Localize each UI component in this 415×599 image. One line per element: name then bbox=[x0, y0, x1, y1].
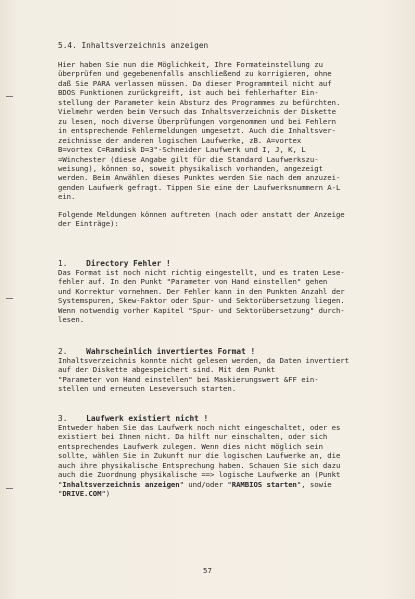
text-line: Wenn notwendig vorher Kapitel "Spur- und Sektorübersetzung" durch- bbox=[58, 305, 345, 315]
text-line: existiert bei Ihnen nicht. Da hilft nur einschalten, oder sich bbox=[58, 432, 328, 442]
text-line: auch ihre physikalische Entsprechung haben. Schauen Sie sich dazu bbox=[58, 460, 341, 470]
text-line: zu lesen, noch diverse Überprüfungen vorgenommen und bei Fehlern bbox=[58, 116, 336, 126]
section-title: Wahrscheinlich invertiertes Format ! bbox=[86, 347, 256, 356]
text-line: fehler auf. In den Punkt "Parameter von Hand einstellen" gehen bbox=[58, 277, 328, 287]
text-line: ein. bbox=[58, 192, 76, 202]
text-line: weisung), können so, soweit physikalisch vorhanden, angezeigt bbox=[58, 163, 323, 173]
text-line: in entsprechende Fehlermeldungen umgesetzt. Auch die Inhaltsver- bbox=[58, 126, 336, 136]
text-line: auch die Zuordnung physikalische ==> logische Laufwerke an (Punkt bbox=[58, 470, 341, 480]
text-line: Inhaltsverzeichnis konnte nicht gelesen werden, da Daten invertiert bbox=[58, 356, 349, 365]
text-line: Systemspuren, Skew-Faktor oder Spur- und Sektorübersetzung liegen. bbox=[58, 296, 345, 306]
margin-mark bbox=[6, 96, 13, 97]
text-line: sollte, wählen Sie in Zukunft nur die logischen Laufwerke an, die bbox=[58, 451, 341, 461]
text-line: überprüfen und gegebenenfalls anschließend zu korrigieren, ohne bbox=[58, 69, 332, 79]
text-line: Das Format ist noch nicht richtig eingestellt, und es traten Lese- bbox=[58, 268, 345, 277]
margin-mark bbox=[6, 488, 13, 489]
text-line: daß Sie PARA verlassen müssen. Da dieser Programmteil nicht auf bbox=[58, 78, 332, 88]
intro-paragraph bbox=[58, 60, 388, 202]
text-line: und Korrektur vornehmen. Der Fehler kann in den Punkten Anzahl der bbox=[58, 286, 345, 296]
margin-mark bbox=[6, 298, 13, 299]
text-line: werden. Beim Anwählen dieses Punktes werden Sie nach dem anzuzei- bbox=[58, 173, 341, 183]
bold-reference: Inhaltsverzeichnis anzeigen bbox=[62, 480, 180, 489]
text-line: stellen und erneuten Leseversuch starten. bbox=[58, 384, 237, 394]
text-line: Entweder haben Sie das Laufwerk noch nicht eingeschaltet, oder es bbox=[58, 423, 341, 432]
text-line: genden Laufwerk gefragt. Tippen Sie eine der Laufwerksnummern A-L bbox=[58, 182, 341, 192]
section-number: 2. bbox=[58, 347, 68, 356]
section-title: Laufwerk existiert nicht ! bbox=[86, 414, 209, 423]
text-line: B=vortex C=Ramdisk D=3"-Schneider Laufwerk und I, J, K, L bbox=[58, 145, 306, 155]
text-line: Vielmehr werden beim Versuch das Inhaltsverzeichnis der Diskette bbox=[58, 107, 336, 117]
text-line: Folgende Meldungen können auftreten (nach oder anstatt der Anzeige bbox=[58, 210, 345, 219]
section-1-body bbox=[58, 268, 388, 325]
bold-reference: DRIVE.COM bbox=[62, 489, 102, 499]
section-heading bbox=[58, 41, 388, 51]
section-number: 1. bbox=[58, 259, 68, 268]
text-line: zeichnisse der anderen logischen Laufwerke, zB. A=vortex bbox=[58, 135, 302, 145]
page-number: 57 bbox=[203, 566, 212, 575]
text-line: "Parameter von Hand einstellen" bei Maskierungswert &FF ein- bbox=[58, 374, 319, 384]
section-title: Directory Fehler ! bbox=[86, 259, 171, 268]
messages-intro-paragraph bbox=[58, 210, 388, 229]
text-line: =Winchester (diese Angabe gilt für die Standard Laufwerkszu- bbox=[58, 154, 319, 164]
section-number: 3. bbox=[58, 414, 68, 423]
text-line: der Einträge): bbox=[58, 219, 119, 229]
section-3-body bbox=[58, 423, 388, 480]
text-line: BDOS Funktionen zurückgreift, ist auch bei fehlerhafter Ein- bbox=[58, 88, 319, 98]
text-line: entsprechendes Laufwerk zulegen. Wenn dies nicht möglich sein bbox=[58, 441, 323, 451]
text-line: stellung der Parameter kein Absturz des Programmes zu befürchten. bbox=[58, 97, 341, 107]
section-3-tail: "Inhaltsverzeichnis anzeigen" und/oder "RAMBIOS starten", sowie "DRIVE.COM") bbox=[58, 480, 332, 499]
text-line: Hier haben Sie nun die Möglichkeit, Ihre Formateinstellung zu bbox=[58, 60, 323, 69]
section-2-body bbox=[58, 356, 388, 394]
heading-text: 5.4. Inhaltsverzeichnis anzeigen bbox=[58, 41, 209, 50]
bold-reference: RAMBIOS starten bbox=[231, 480, 297, 489]
text-line: auf der Diskette abgespeichert sind. Mit dem Punkt bbox=[58, 365, 276, 375]
text-line: lesen. bbox=[58, 315, 85, 325]
